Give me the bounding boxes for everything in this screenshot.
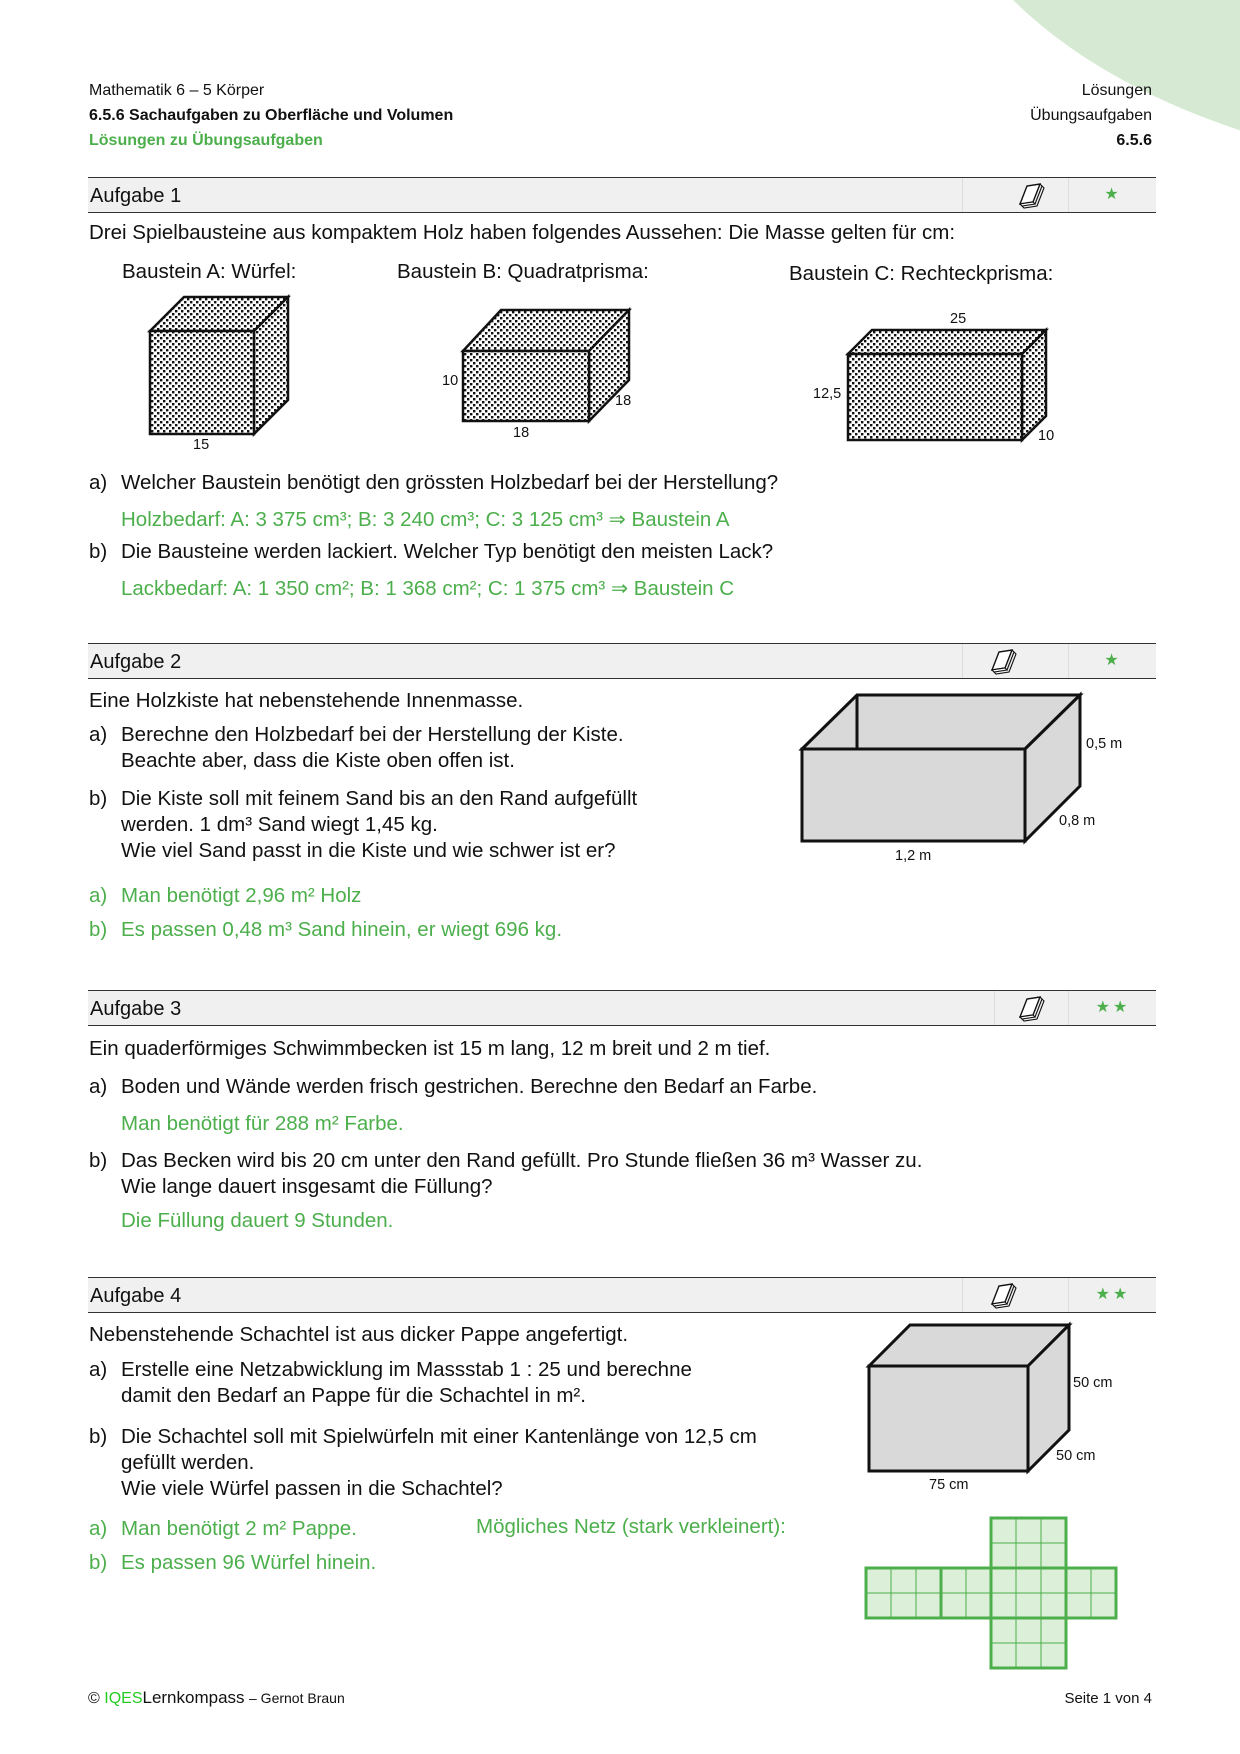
task-3-question-a: [89, 1074, 817, 1100]
answer-label: a): [89, 1517, 108, 1540]
net-cell: [1091, 1593, 1116, 1618]
net-face: [991, 1618, 1066, 1668]
question-line: gefüllt werden.: [121, 1451, 255, 1474]
block-c-height-label: 12,5: [813, 386, 842, 402]
net-cell: [1016, 1518, 1041, 1543]
box-net-figure: [860, 1516, 1120, 1664]
page-header-right: [1030, 78, 1152, 153]
divider: [1068, 991, 1069, 1025]
box-figure: [867, 1323, 1072, 1473]
box-height-label: 50 cm: [1073, 1375, 1113, 1391]
question-label: a): [89, 471, 108, 494]
net-cell: [866, 1593, 891, 1618]
net-cell: [1041, 1618, 1066, 1643]
task-2-answer-a: [89, 883, 361, 909]
question-line: Wie viel Sand passt in die Kiste und wie schwer ist er?: [121, 839, 616, 862]
divider: [1068, 178, 1069, 212]
open-box-figure: [800, 693, 1085, 843]
question-text: Boden und Wände werden frisch gestrichen. Berechne den Bedarf an Farbe.: [121, 1075, 818, 1098]
book-icon: [1016, 995, 1046, 1023]
answer-text: Man benötigt 2 m² Pappe.: [121, 1517, 357, 1540]
net-cell: [916, 1593, 941, 1618]
net-face: [941, 1568, 991, 1618]
net-cell: [1091, 1568, 1116, 1593]
net-cell: [941, 1593, 966, 1618]
page-header-left: [89, 78, 453, 153]
block-b-label: Baustein B: Quadratprisma:: [397, 260, 649, 283]
net-cell: [991, 1593, 1016, 1618]
net-cell: [1016, 1593, 1041, 1618]
task-3-question-b: [89, 1148, 922, 1200]
block-a-edge-label: 15: [193, 437, 210, 453]
net-face: [1066, 1568, 1116, 1618]
task-4-answer-a: [89, 1516, 357, 1542]
box-width-label: 75 cm: [929, 1477, 969, 1493]
divider: [994, 991, 995, 1025]
question-label: a): [89, 1075, 108, 1098]
brand-iqes: IQES: [104, 1690, 143, 1707]
difficulty-stars: ★★: [1095, 999, 1131, 1016]
block-b-depth-label: 18: [615, 393, 632, 409]
net-caption: Mögliches Netz (stark verkleinert):: [476, 1515, 786, 1538]
task-3-header: [88, 990, 1156, 1026]
net-cell: [941, 1568, 966, 1593]
question-line: Berechne den Holzbedarf bei der Herstellung der Kiste.: [121, 723, 624, 746]
net-cell: [916, 1568, 941, 1593]
brand-lernkompass: Lernkompass: [142, 1688, 245, 1707]
answer-label: b): [89, 918, 108, 941]
task-title: Aufgabe 1: [90, 185, 182, 207]
block-c-depth-label: 10: [1038, 428, 1055, 444]
net-face: [991, 1568, 1066, 1618]
net-cell: [1041, 1518, 1066, 1543]
block-b-width-label: 18: [513, 425, 530, 441]
task-1-answer-b: Lackbedarf: A: 1 350 cm²; B: 1 368 cm²; C: 1 375 cm³ ⇒ Baustein C: [121, 577, 735, 600]
header-right-line2: Übungsaufgaben: [1030, 107, 1152, 124]
task-4-question-b: [89, 1424, 757, 1502]
answer-text: Man benötigt 2,96 m² Holz: [121, 884, 362, 907]
author: – Gernot Braun: [249, 1690, 345, 1706]
net-cell: [991, 1618, 1016, 1643]
net-cell: [1066, 1568, 1091, 1593]
task-2-header: [88, 643, 1156, 679]
net-cell: [991, 1543, 1016, 1568]
box-depth-label: 50 cm: [1056, 1448, 1096, 1464]
question-label: b): [89, 540, 108, 563]
answer-text: Es passen 0,48 m³ Sand hinein, er wiegt 696 kg.: [121, 918, 563, 941]
section-title: Lösungen zu Übungsaufgaben: [89, 132, 323, 149]
divider: [1068, 644, 1069, 678]
answer-label: b): [89, 1551, 108, 1574]
net-cell: [991, 1518, 1016, 1543]
task-1-question-b: [89, 539, 773, 565]
difficulty-stars: ★: [1104, 186, 1122, 203]
task-4-question-a: [89, 1357, 692, 1409]
task-title: Aufgabe 2: [90, 651, 182, 673]
book-icon: [1016, 182, 1046, 210]
net-cell: [891, 1593, 916, 1618]
task-3-answer-b: Die Füllung dauert 9 Stunden.: [121, 1209, 394, 1232]
chapter-title: 6.5.6 Sachaufgaben zu Oberfläche und Volumen: [89, 107, 454, 124]
question-text: Die Bausteine werden lackiert. Welcher Typ benötigt den meisten Lack?: [121, 540, 774, 563]
net-cell: [1016, 1543, 1041, 1568]
net-cell: [991, 1568, 1016, 1593]
task-2-answer-b: [89, 917, 562, 943]
question-line: Wie viele Würfel passen in die Schachtel?: [121, 1477, 503, 1500]
task-4-intro: Nebenstehende Schachtel ist aus dicker Pappe angefertigt.: [89, 1323, 629, 1346]
question-line: Die Schachtel soll mit Spielwürfeln mit einer Kantenlänge von 12,5 cm: [121, 1425, 757, 1448]
task-2-question-a: [89, 722, 624, 774]
net-cell: [966, 1568, 991, 1593]
question-line: werden. 1 dm³ Sand wiegt 1,45 kg.: [121, 813, 438, 836]
divider: [962, 644, 963, 678]
question-line: Wie lange dauert insgesamt die Füllung?: [121, 1175, 493, 1198]
net-face: [866, 1568, 941, 1618]
net-cell: [866, 1568, 891, 1593]
box-width-label: 1,2 m: [895, 848, 932, 864]
task-1-answer-a: Holzbedarf: A: 3 375 cm³; B: 3 240 cm³; C: 3 125 cm³ ⇒ Baustein A: [121, 508, 730, 531]
net-cell: [991, 1643, 1016, 1668]
book-icon: [988, 1282, 1018, 1310]
net-cell: [1041, 1568, 1066, 1593]
question-label: b): [89, 1425, 108, 1448]
divider: [962, 1278, 963, 1312]
question-label: a): [89, 723, 108, 746]
task-1-intro: Drei Spielbausteine aus kompaktem Holz haben folgendes Aussehen: Die Masse gelten für cm:: [89, 221, 956, 244]
net-cell: [1041, 1543, 1066, 1568]
net-cell: [1041, 1593, 1066, 1618]
box-depth-label: 0,8 m: [1059, 813, 1096, 829]
question-label: a): [89, 1358, 108, 1381]
net-cell: [1066, 1593, 1091, 1618]
header-right-line1: Lösungen: [1081, 82, 1152, 99]
difficulty-stars: ★: [1104, 652, 1122, 669]
task-2-question-b: [89, 786, 637, 864]
net-cell: [891, 1568, 916, 1593]
answer-label: a): [89, 884, 108, 907]
answer-text: Es passen 96 Würfel hinein.: [121, 1551, 377, 1574]
block-b-prism-figure: [461, 308, 631, 423]
box-height-label: 0,5 m: [1086, 736, 1123, 752]
net-face: [991, 1518, 1066, 1568]
block-c-label: Baustein C: Rechteckprisma:: [789, 262, 1054, 285]
block-c-prism-figure: [846, 328, 1046, 443]
question-text: Welcher Baustein benötigt den grössten Holzbedarf bei der Herstellung?: [121, 471, 779, 494]
question-label: b): [89, 1149, 108, 1172]
net-cell: [966, 1593, 991, 1618]
difficulty-stars: ★★: [1095, 1286, 1131, 1303]
block-a-label: Baustein A: Würfel:: [122, 260, 297, 283]
net-cell: [1016, 1643, 1041, 1668]
divider: [962, 178, 963, 212]
task-title: Aufgabe 3: [90, 998, 182, 1020]
task-1-header: [88, 177, 1156, 213]
book-icon: [988, 648, 1018, 676]
block-b-height-label: 10: [442, 373, 459, 389]
subject-line: Mathematik 6 – 5 Körper: [89, 82, 265, 99]
copyright-icon: ©: [88, 1690, 100, 1707]
task-4-header: [88, 1277, 1156, 1313]
net-cell: [1041, 1643, 1066, 1668]
question-line: Beachte aber, dass die Kiste oben offen ist.: [121, 749, 515, 772]
task-4-answer-b: [89, 1550, 376, 1576]
footer-credit: [88, 1688, 345, 1708]
task-1-question-a: [89, 470, 778, 496]
question-line: damit den Bedarf an Pappe für die Schachtel in m².: [121, 1384, 586, 1407]
net-cell: [1016, 1568, 1041, 1593]
question-line: Die Kiste soll mit feinem Sand bis an den Rand aufgefüllt: [121, 787, 638, 810]
task-2-intro: Eine Holzkiste hat nebenstehende Innenmasse.: [89, 689, 524, 712]
page-number: Seite 1 von 4: [1064, 1690, 1152, 1707]
task-3-answer-a: Man benötigt für 288 m² Farbe.: [121, 1112, 404, 1135]
block-c-length-label: 25: [950, 311, 967, 327]
block-a-cube-figure: [148, 295, 288, 435]
question-label: b): [89, 787, 108, 810]
question-line: Das Becken wird bis 20 cm unter den Rand gefüllt. Pro Stunde fließen 36 m³ Wasser zu.: [121, 1149, 923, 1172]
task-title: Aufgabe 4: [90, 1285, 182, 1307]
net-cell: [1016, 1618, 1041, 1643]
task-3-intro: Ein quaderförmiges Schwimmbecken ist 15 m lang, 12 m breit und 2 m tief.: [89, 1037, 771, 1060]
divider: [1068, 1278, 1069, 1312]
header-right-code: 6.5.6: [1116, 132, 1152, 149]
question-line: Erstelle eine Netzabwicklung im Massstab 1 : 25 und berechne: [121, 1358, 692, 1381]
